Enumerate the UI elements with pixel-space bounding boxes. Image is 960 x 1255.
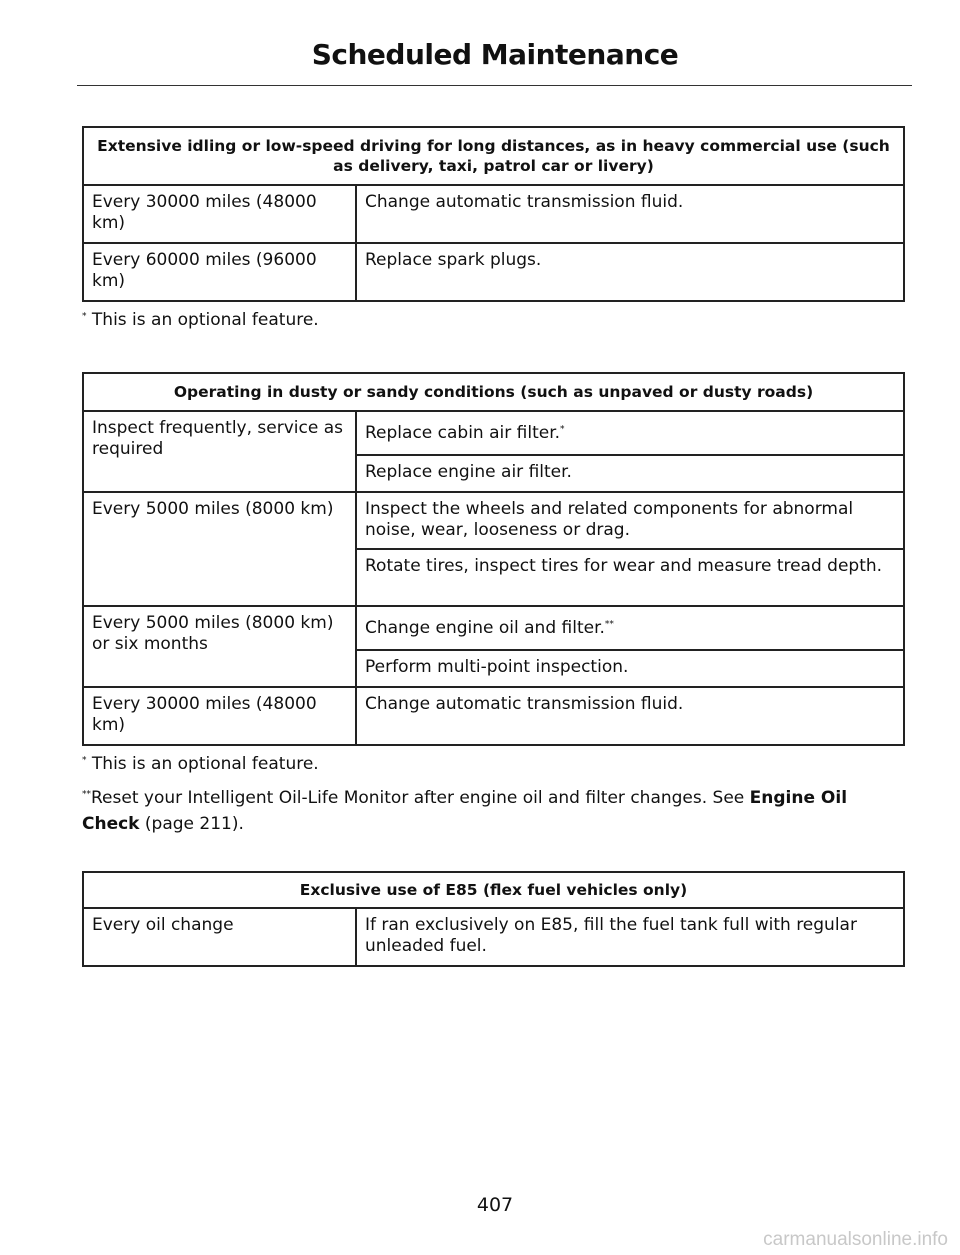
interval-cell: Every oil change — [83, 908, 356, 966]
action-cell: Change engine oil and filter.** — [356, 606, 904, 650]
engine-oil-check-link[interactable]: Engine Oil Check — [82, 788, 848, 834]
footnote-optional-feature: * This is an optional feature. — [82, 310, 319, 330]
table-row — [83, 606, 904, 650]
action-cell: If ran exclusively on E85, fill the fuel tank full with regular unleaded fuel. — [356, 908, 904, 966]
footnote-mark: ** — [604, 619, 614, 630]
table-heading: Operating in dusty or sandy conditions (such as unpaved or dusty roads) — [83, 373, 904, 411]
action-cell: Perform multi-point inspection. — [356, 650, 904, 687]
table-heading: Exclusive use of E85 (flex fuel vehicles only) — [83, 872, 904, 908]
table-row — [83, 687, 904, 745]
interval-cell: Every 30000 miles (48000 km) — [83, 185, 356, 243]
footnote-mark: ** — [82, 789, 91, 800]
table-heading: Extensive idling or low-speed driving for long distances, as in heavy commercial use (such as delivery, taxi, patrol car or livery) — [83, 127, 904, 185]
page-title: Scheduled Maintenance — [311, 38, 679, 71]
table-row — [83, 243, 904, 301]
interval-cell: Every 5000 miles (8000 km) or six months — [83, 606, 356, 687]
interval-cell: Every 60000 miles (96000 km) — [83, 243, 356, 301]
table-row — [83, 411, 904, 455]
maintenance-table-dusty-conditions — [82, 372, 905, 746]
interval-cell: Every 5000 miles (8000 km) — [83, 492, 356, 606]
footnote-mark: * — [82, 755, 87, 766]
table-row — [83, 185, 904, 243]
table-row — [83, 492, 904, 549]
title-divider — [77, 85, 912, 86]
maintenance-table-e85 — [82, 871, 905, 967]
maintenance-table-heavy-use — [82, 126, 905, 302]
action-cell: Replace cabin air filter.* — [356, 411, 904, 455]
action-cell: Replace engine air filter. — [356, 455, 904, 492]
interval-cell: Every 30000 miles (48000 km) — [83, 687, 356, 745]
footnote-mark: * — [560, 424, 565, 435]
action-cell: Replace spark plugs. — [356, 243, 904, 301]
footnote-mark: * — [82, 311, 87, 322]
action-cell: Rotate tires, inspect tires for wear and measure tread depth. — [356, 549, 904, 606]
action-cell: Inspect the wheels and related components for abnormal noise, wear, looseness or drag. — [356, 492, 904, 549]
action-cell: Change automatic transmission fluid. — [356, 185, 904, 243]
action-cell: Change automatic transmission fluid. — [356, 687, 904, 745]
interval-cell: Inspect frequently, service as required — [83, 411, 356, 492]
page-number: 407 — [476, 1194, 514, 1216]
footnote-optional-feature: * This is an optional feature. — [82, 754, 319, 774]
table-row — [83, 908, 904, 966]
watermark: carmanualsonline.info — [763, 1229, 948, 1250]
footnote-oil-life-monitor: **Reset your Intelligent Oil-Life Monitor after engine oil and filter changes. See Engine Oil Check (page 211). — [82, 788, 848, 834]
